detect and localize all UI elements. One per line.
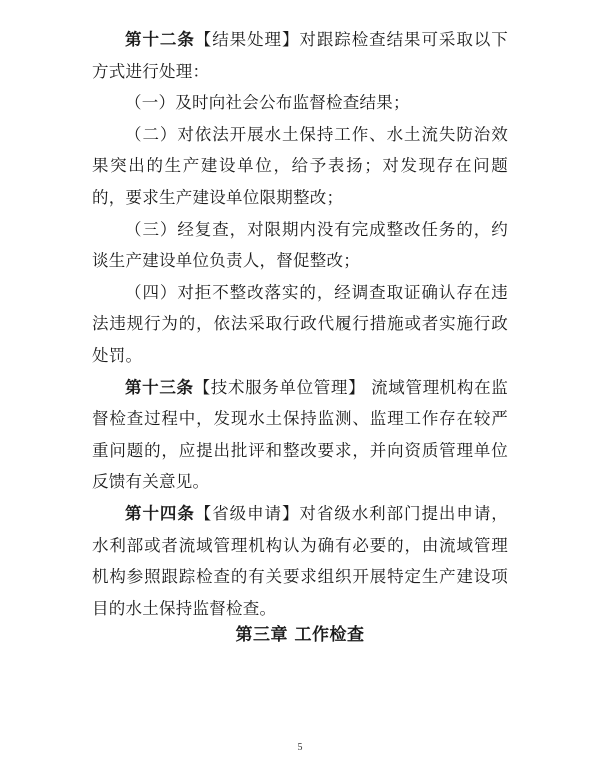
paragraph-text: 【省级申请】对省级水利部门提出申请，水利部或者流域管理机构认为确有必要的，由流域管理机构参照跟踪检查的有关要求组织开展特定生产建设项目的水土保持监督检查。 xyxy=(92,503,509,618)
paragraph-text: 【结果处理】对跟踪检查结果可采取以下方式进行处理： xyxy=(92,30,509,81)
article-12-paragraph xyxy=(92,24,508,87)
item-4-paragraph xyxy=(92,277,508,372)
item-3-paragraph xyxy=(92,214,508,277)
paragraph-text: （一）及时向社会公布监督检查结果； xyxy=(125,93,410,113)
page-number: 5 xyxy=(297,742,303,753)
paragraph-text: （二）对依法开展水土保持工作、水土流失防治效果突出的生产建设单位，给予表扬；对发现存在问题的，要求生产建设单位限期整改； xyxy=(92,124,508,207)
article-number: 第十二条 xyxy=(125,30,195,49)
article-14-paragraph xyxy=(92,498,508,624)
paragraph-text: （三）经复查，对限期内没有完成整改任务的，约谈生产建设单位负责人，督促整改； xyxy=(92,219,508,271)
paragraph-text: 【技术服务单位管理】 流域管理机构在监督检查过程中，发现水土保持监测、监理工作存在较严重问题的，应提出批评和整改要求，并向资质管理单位反馈有关意见。 xyxy=(92,377,508,492)
paragraph-text: （四）对拒不整改落实的，经调查取证确认存在违法违规行为的，依法采取行政代履行措施或者实施行政处罚。 xyxy=(92,282,508,365)
chapter-title: 第三章 工作检查 xyxy=(235,625,365,645)
item-1-paragraph xyxy=(92,87,508,119)
article-number: 第十四条 xyxy=(125,503,195,523)
item-2-paragraph xyxy=(92,119,508,214)
article-13-paragraph xyxy=(92,372,508,498)
article-number: 第十三条 xyxy=(125,377,194,397)
